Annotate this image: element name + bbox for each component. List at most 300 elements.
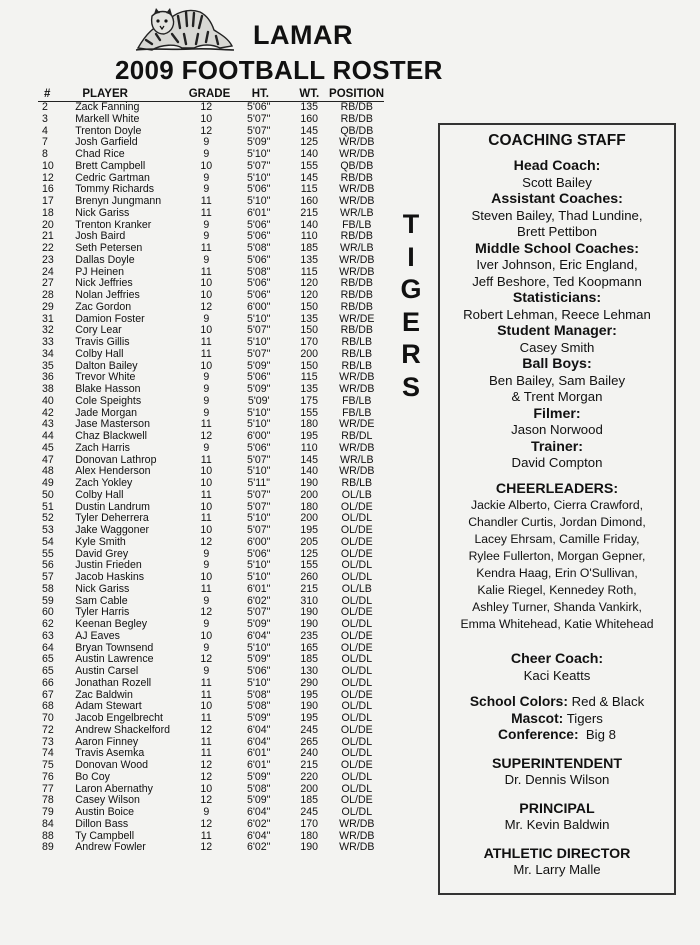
table-row: [38, 842, 384, 854]
player-grade: 9: [203, 618, 210, 630]
player-position: OL/DL: [341, 512, 373, 525]
player-weight: 120: [300, 277, 319, 290]
filmer-label: Filmer:: [533, 405, 581, 422]
player-weight: 215: [300, 759, 319, 771]
player-position: OL/DE: [340, 524, 373, 536]
player-position: WR/DB: [339, 841, 375, 854]
player-weight: 135: [300, 383, 319, 395]
player-name: Cory Lear: [75, 324, 122, 337]
mascot-value: Tigers: [566, 710, 603, 726]
player-number: 27: [42, 277, 54, 290]
head-coach-name: Scott Bailey: [522, 174, 592, 190]
player-number: 44: [42, 430, 54, 442]
player-weight: 200: [300, 347, 319, 360]
player-grade: 10: [200, 159, 213, 172]
player-name: Trenton Kranker: [75, 218, 152, 231]
assistant-coaches-label: Assistant Coaches:: [491, 191, 623, 207]
player-name: Trenton Doyle: [75, 124, 142, 137]
player-position: RB/DB: [340, 277, 373, 290]
player-name: Zach Yokley: [75, 477, 133, 489]
player-name: Brenyn Jungmann: [75, 195, 162, 207]
player-height: 5'08": [246, 782, 271, 795]
player-weight: 190: [300, 841, 319, 854]
player-grade: 11: [200, 747, 212, 760]
player-position: OL/DE: [340, 547, 373, 560]
player-number: 76: [42, 770, 54, 783]
player-weight: 185: [300, 653, 319, 666]
player-name: Dustin Landrum: [75, 500, 150, 513]
player-height: 6'04": [246, 829, 271, 842]
player-height: 6'04": [246, 723, 271, 736]
player-position: RB/LB: [341, 347, 373, 360]
player-position: OL/DL: [341, 747, 373, 760]
player-height: 5'10": [246, 195, 271, 207]
staff-title: COACHING STAFF: [488, 132, 626, 149]
player-name: Cole Speights: [75, 394, 142, 407]
player-weight: 195: [300, 712, 319, 724]
player-height: 6'02": [246, 594, 271, 607]
table-row: [38, 537, 384, 549]
player-position: OL/DL: [341, 676, 373, 689]
player-name: Dillon Bass: [75, 817, 129, 830]
player-weight: 145: [300, 171, 319, 184]
player-name: Nick Jeffries: [75, 277, 133, 290]
player-position: OL/DL: [341, 653, 373, 666]
player-weight: 135: [300, 312, 319, 325]
player-number: 62: [42, 618, 54, 630]
tigers-letter: T: [402, 209, 420, 239]
player-name: Josh Garfield: [75, 136, 138, 149]
player-name: Travis Asemka: [75, 747, 145, 760]
player-name: Jacob Haskins: [75, 571, 145, 583]
player-weight: 190: [300, 606, 319, 619]
trainer-label: Trainer:: [530, 438, 584, 455]
player-grade: 10: [200, 571, 213, 583]
player-height: 5'06": [246, 547, 271, 560]
cheerleader-line: Rylee Fullerton, Morgan Gepner,: [468, 549, 646, 563]
player-height: 5'09": [246, 359, 271, 372]
player-height: 5'06": [246, 230, 271, 243]
player-number: 60: [42, 606, 54, 619]
player-position: RB/DB: [340, 112, 373, 125]
player-weight: 135: [300, 101, 319, 113]
player-name: Donovan Wood: [75, 759, 149, 771]
player-height: 5'06": [246, 289, 271, 301]
player-number: 72: [42, 723, 54, 736]
player-height: 5'06": [246, 218, 271, 231]
player-weight: 200: [300, 512, 319, 525]
player-grade: 12: [200, 124, 213, 137]
player-number: 78: [42, 794, 54, 807]
player-grade: 12: [200, 759, 213, 771]
conference-value: Big 8: [585, 727, 616, 742]
player-position: WR/DB: [339, 265, 375, 278]
player-grade: 9: [203, 547, 210, 560]
player-name: Zack Fanning: [75, 101, 140, 113]
middle-school-coaches-label: Middle School Coaches:: [475, 240, 639, 257]
player-height: 5'07": [246, 453, 271, 466]
player-height: 5'06": [246, 441, 271, 454]
player-height: 5'09": [246, 770, 271, 783]
player-position: WR/DB: [339, 195, 375, 207]
statisticians-label: Statisticians:: [512, 290, 602, 306]
cheerleader-line: Ashley Turner, Shanda Vankirk,: [472, 600, 642, 614]
player-position: OL/DE: [340, 641, 373, 654]
cheerleaders-label: CHEERLEADERS:: [495, 480, 619, 497]
player-weight: 140: [300, 148, 319, 160]
player-weight: 160: [300, 195, 319, 207]
school-colors: [440, 694, 674, 711]
player-grade: 12: [200, 606, 213, 619]
player-name: Dalton Bailey: [75, 359, 138, 372]
player-weight: 190: [300, 700, 319, 713]
ball-boys-line: & Trent Morgan: [511, 389, 603, 404]
player-height: 6'00": [246, 300, 271, 313]
table-row: [38, 255, 384, 267]
ball-boys-label: Ball Boys:: [522, 356, 592, 372]
cheer-coach-label: Cheer Coach:: [510, 651, 604, 667]
table-row: [38, 631, 384, 643]
player-number: 56: [42, 559, 54, 572]
player-name: Cedric Gartman: [75, 171, 150, 184]
player-grade: 12: [200, 430, 213, 442]
player-position: OL/LB: [341, 582, 372, 595]
player-position: RB/DB: [340, 101, 373, 113]
player-weight: 190: [300, 477, 319, 489]
player-grade: 9: [203, 641, 210, 654]
player-position: RB/DB: [340, 324, 373, 337]
player-height: 5'09": [246, 618, 271, 630]
player-weight: 195: [300, 430, 319, 442]
player-position: WR/DE: [339, 418, 375, 431]
player-weight: 290: [300, 676, 319, 689]
player-height: 6'01": [246, 206, 271, 219]
player-weight: 215: [300, 206, 319, 219]
player-grade: 10: [200, 277, 213, 290]
player-weight: 140: [300, 218, 319, 231]
player-position: OL/DL: [341, 665, 373, 677]
player-number: 65: [42, 653, 54, 666]
player-grade: 12: [200, 770, 213, 783]
assistant-coaches-line: Brett Pettibon: [517, 224, 597, 239]
player-name: Donovan Lathrop: [75, 453, 157, 466]
player-name: Zach Harris: [75, 441, 130, 454]
school-colors-label: School Colors:: [469, 694, 568, 709]
column-header-height: HT.: [251, 88, 269, 100]
player-grade: 11: [200, 206, 212, 219]
mascot-label: Mascot:: [511, 710, 564, 726]
player-position: FB/LB: [342, 406, 372, 419]
school-colors-value: Red & Black: [571, 694, 645, 709]
player-grade: 9: [203, 171, 210, 184]
player-number: 58: [42, 582, 54, 595]
player-grade: 11: [200, 195, 212, 207]
player-grade: 12: [200, 841, 213, 854]
player-grade: 11: [200, 512, 212, 525]
ball-boys-line: Ben Bailey, Sam Bailey: [488, 372, 626, 388]
tigers-letter: G: [400, 274, 422, 304]
player-height: 5'09": [246, 653, 271, 666]
player-name: Casey Wilson: [75, 794, 140, 807]
player-name: Alex Henderson: [75, 465, 151, 478]
player-position: WR/DB: [339, 371, 375, 384]
player-name: Ty Campbell: [75, 829, 135, 842]
player-grade: 9: [203, 665, 210, 677]
player-position: OL/DL: [341, 559, 373, 572]
player-number: 2: [42, 101, 48, 113]
roster-body: [38, 102, 384, 854]
player-name: Austin Lawrence: [75, 653, 154, 666]
tigers-vertical-word: [400, 208, 422, 403]
player-name: Sam Cable: [75, 594, 128, 607]
athletic-director-name: Mr. Larry Malle: [513, 862, 601, 877]
player-height: 5'07": [246, 500, 271, 513]
player-weight: 155: [300, 559, 319, 572]
player-name: Zac Baldwin: [75, 688, 133, 701]
player-position: WR/DB: [339, 441, 375, 454]
tigers-letter: E: [401, 306, 420, 337]
player-position: FB/LB: [342, 218, 372, 231]
player-name: Tommy Richards: [75, 183, 155, 196]
player-position: OL/DL: [341, 782, 373, 795]
player-grade: 12: [200, 653, 213, 666]
player-grade: 10: [200, 629, 213, 642]
player-height: 5'08": [246, 688, 271, 701]
player-name: Josh Baird: [75, 230, 126, 243]
superintendent-name: Dr. Dennis Wilson: [504, 772, 610, 787]
player-number: 63: [42, 629, 54, 642]
page-title-roster: 2009 FOOTBALL ROSTER: [115, 55, 443, 85]
player-weight: 160: [300, 112, 319, 125]
player-number: 29: [42, 300, 54, 313]
player-weight: 110: [300, 230, 318, 243]
player-weight: 125: [300, 136, 319, 149]
principal-label: PRINCIPAL: [519, 800, 595, 817]
player-height: 5'10": [246, 406, 271, 419]
player-grade: 11: [200, 453, 212, 466]
player-name: Blake Hasson: [75, 383, 141, 395]
roster-table: [38, 88, 384, 854]
player-name: Kyle Smith: [75, 535, 126, 548]
player-name: Austin Boice: [75, 806, 135, 818]
player-name: Tyler Harris: [75, 606, 130, 619]
player-number: 35: [42, 359, 54, 372]
page-header: [0, 0, 700, 90]
player-height: 6'04": [246, 629, 271, 642]
player-height: 5'11": [247, 477, 271, 489]
cheerleader-line: Kendra Haag, Erin O'Sullivan,: [476, 566, 638, 580]
player-position: WR/DE: [339, 312, 375, 325]
player-grade: 11: [200, 688, 212, 701]
player-weight: 220: [300, 770, 319, 783]
table-row: [38, 161, 384, 173]
player-grade: 12: [200, 101, 213, 113]
player-name: Dallas Doyle: [75, 253, 135, 266]
table-row: [38, 243, 384, 255]
cheerleader-line: Chandler Curtis, Jordan Dimond,: [468, 515, 646, 529]
player-weight: 310: [300, 594, 319, 607]
player-number: 23: [42, 253, 54, 266]
player-number: 38: [42, 383, 54, 395]
player-number: 53: [42, 524, 54, 536]
player-name: Aaron Finney: [75, 735, 139, 748]
principal-name: Mr. Kevin Baldwin: [504, 817, 610, 832]
player-number: 21: [42, 230, 54, 243]
player-weight: 170: [300, 817, 319, 830]
player-number: 59: [42, 594, 54, 607]
player-position: OL/DE: [340, 688, 373, 701]
player-number: 64: [42, 641, 54, 654]
player-number: 7: [42, 136, 48, 149]
player-grade: 12: [200, 794, 213, 807]
cheerleader-line: Kalie Riegel, Kennedey Roth,: [477, 583, 637, 597]
player-position: WR/DB: [339, 136, 375, 149]
player-position: RB/LB: [341, 477, 373, 489]
player-name: Laron Abernathy: [75, 782, 153, 795]
player-position: OL/DL: [341, 571, 373, 583]
player-number: 33: [42, 336, 54, 348]
player-number: 18: [42, 206, 54, 219]
player-name: Andrew Shackelford: [75, 723, 170, 736]
player-name: Jase Masterson: [75, 418, 150, 431]
player-grade: 11: [200, 347, 212, 360]
player-grade: 9: [203, 406, 210, 419]
player-height: 5'08": [246, 242, 271, 254]
player-name: Travis Gillis: [75, 336, 130, 348]
player-name: Brett Campbell: [75, 159, 146, 172]
player-name: Zac Gordon: [75, 300, 132, 313]
player-weight: 265: [300, 735, 319, 748]
cheer-coach-name: Kaci Keatts: [523, 667, 591, 683]
player-grade: 10: [200, 465, 213, 478]
player-position: OL/LB: [341, 488, 372, 501]
table-row: [38, 302, 384, 314]
head-coach-label: Head Coach:: [513, 158, 601, 174]
table-row: [38, 584, 384, 596]
player-position: RB/LB: [341, 336, 373, 348]
player-name: David Grey: [75, 547, 129, 560]
player-position: OL/DL: [341, 735, 373, 748]
player-position: QB/DB: [340, 124, 374, 137]
player-weight: 145: [300, 453, 319, 466]
player-number: 45: [42, 441, 54, 454]
table-row: [38, 819, 384, 831]
player-height: 6'04": [246, 735, 271, 748]
table-row: [38, 725, 384, 737]
player-position: OL/DE: [340, 535, 373, 548]
player-number: 70: [42, 712, 54, 724]
player-weight: 110: [300, 441, 318, 454]
player-grade: 9: [203, 136, 210, 149]
player-name: Jade Morgan: [75, 406, 138, 419]
table-row: [38, 290, 384, 302]
player-number: 4: [42, 124, 48, 137]
player-number: 22: [42, 242, 54, 254]
player-number: 89: [42, 841, 54, 854]
table-row: [38, 478, 384, 490]
player-number: 48: [42, 465, 54, 478]
player-grade: 11: [200, 582, 212, 595]
player-height: 5'07": [246, 524, 271, 536]
table-row: [38, 208, 384, 220]
player-weight: 245: [300, 806, 319, 818]
player-position: WR/DB: [339, 465, 375, 478]
player-weight: 240: [300, 747, 319, 760]
table-row: [38, 396, 384, 408]
player-number: 43: [42, 418, 54, 431]
player-grade: 10: [200, 359, 213, 372]
player-number: 49: [42, 477, 54, 489]
player-height: 5'06": [246, 101, 271, 113]
player-height: 5'06": [246, 253, 271, 266]
filmer-name: Jason Norwood: [511, 422, 603, 437]
player-height: 6'02": [246, 841, 271, 854]
player-name: Adam Stewart: [75, 700, 142, 713]
player-weight: 145: [300, 124, 319, 137]
player-number: 79: [42, 806, 54, 818]
player-number: 73: [42, 735, 54, 748]
player-height: 5'09': [247, 394, 270, 407]
player-weight: 260: [300, 571, 319, 583]
table-row: [38, 678, 384, 690]
player-name: Bryan Townsend: [75, 641, 154, 654]
player-name: Keenan Begley: [75, 618, 148, 630]
player-position: OL/DL: [341, 712, 373, 724]
player-grade: 11: [200, 735, 212, 748]
player-grade: 10: [200, 289, 213, 301]
table-row: [38, 713, 384, 725]
column-header-number: #: [44, 88, 51, 100]
player-weight: 120: [300, 289, 319, 301]
player-name: Trevor White: [75, 371, 136, 384]
player-weight: 115: [300, 183, 318, 196]
player-name: Justin Frieden: [75, 559, 142, 572]
player-weight: 150: [300, 359, 319, 372]
player-grade: 9: [203, 383, 210, 395]
player-grade: 10: [200, 524, 213, 536]
player-weight: 245: [300, 723, 319, 736]
player-height: 5'07": [246, 488, 271, 501]
player-weight: 150: [300, 324, 319, 337]
player-grade: 9: [203, 594, 210, 607]
player-weight: 180: [300, 500, 319, 513]
table-row: [38, 102, 384, 114]
player-name: Nick Gariss: [75, 582, 130, 595]
column-header-player: PLAYER: [82, 88, 128, 100]
column-header-position: POSITION: [329, 88, 384, 100]
player-height: 5'10": [246, 171, 271, 184]
player-height: 6'02": [246, 817, 271, 830]
player-position: OL/DL: [341, 618, 373, 630]
player-grade: 9: [203, 394, 210, 407]
player-height: 5'09": [246, 794, 271, 807]
player-number: 50: [42, 488, 54, 501]
player-position: WR/DB: [339, 817, 375, 830]
table-row: [38, 619, 384, 631]
player-grade: 12: [200, 535, 213, 548]
player-number: 54: [42, 535, 54, 548]
player-weight: 125: [300, 547, 319, 560]
player-height: 6'00": [246, 535, 271, 548]
player-grade: 9: [203, 230, 210, 243]
player-name: Jonathan Rozell: [75, 676, 152, 689]
player-name: Seth Petersen: [75, 242, 143, 254]
player-weight: 175: [300, 394, 319, 407]
player-name: Jacob Engelbrecht: [75, 712, 163, 724]
player-grade: 12: [200, 300, 213, 313]
player-position: OL/DL: [341, 770, 373, 783]
player-height: 5'10": [246, 148, 271, 160]
